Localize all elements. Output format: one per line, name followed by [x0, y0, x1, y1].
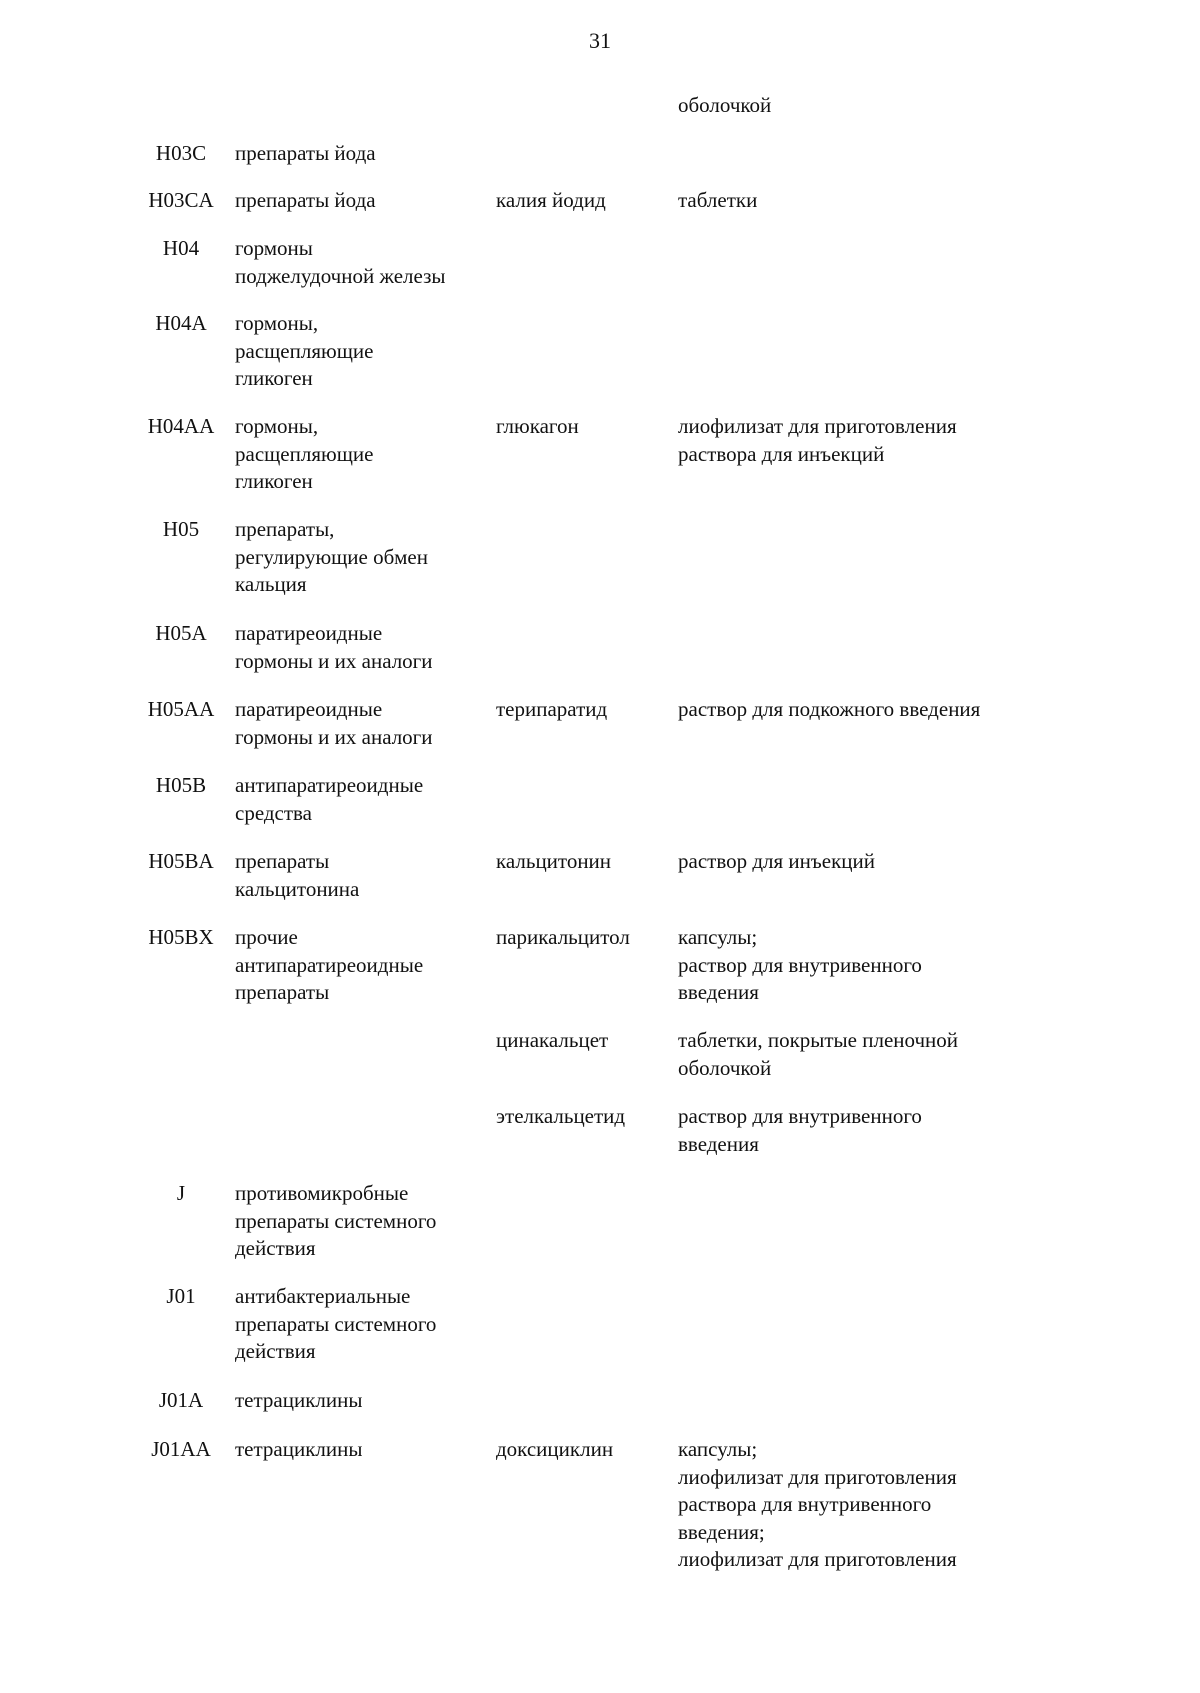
- anatomical-therapeutic-group: препараты, регулирующие обмен кальция: [235, 517, 428, 596]
- anatomical-therapeutic-group: препараты йода: [235, 188, 376, 212]
- anatomical-therapeutic-group: тетрациклины: [235, 1388, 363, 1412]
- atc-code: J: [176, 1181, 186, 1205]
- anatomical-therapeutic-group: паратиреоидные гормоны и их аналоги: [235, 621, 433, 673]
- atc-code: H04AA: [147, 414, 215, 438]
- atc-code: H05B: [155, 773, 207, 797]
- anatomical-therapeutic-group: тетрациклины: [235, 1437, 363, 1461]
- atc-code: J01AA: [151, 1437, 211, 1461]
- page-number: 31: [589, 28, 611, 53]
- atc-code: J01: [166, 1284, 196, 1308]
- anatomical-therapeutic-group: гормоны, расщепляющие гликоген: [235, 414, 374, 493]
- dosage-form: раствор для инъекций: [678, 849, 875, 873]
- drug-name: терипаратид: [496, 697, 608, 721]
- atc-code: H03C: [155, 141, 207, 165]
- drug-name: доксициклин: [496, 1437, 614, 1461]
- anatomical-therapeutic-group: антибактериальные препараты системного действия: [235, 1284, 437, 1363]
- dosage-form: капсулы; лиофилизат для приготовления раствора для внутривенного введения; лиофилизат для приготовления: [678, 1437, 957, 1571]
- anatomical-therapeutic-group: препараты кальцитонина: [235, 849, 360, 901]
- anatomical-therapeutic-group: гормоны поджелудочной железы: [235, 236, 446, 288]
- atc-code: H05BA: [148, 849, 214, 873]
- anatomical-therapeutic-group: паратиреоидные гормоны и их аналоги: [235, 697, 433, 749]
- dosage-form: оболочкой: [678, 93, 772, 117]
- dosage-form: раствор для внутривенного введения: [678, 1104, 922, 1156]
- atc-code: H04: [162, 236, 200, 260]
- drug-name: парикальцитол: [496, 925, 630, 949]
- atc-code: H05: [162, 517, 200, 541]
- anatomical-therapeutic-group: гормоны, расщепляющие гликоген: [235, 311, 374, 390]
- dosage-form: таблетки, покрытые пленочной оболочкой: [678, 1028, 959, 1080]
- anatomical-therapeutic-group: антипаратиреоидные средства: [235, 773, 424, 825]
- dosage-form: лиофилизат для приготовления раствора для инъекций: [678, 414, 957, 466]
- atc-code: H04A: [155, 311, 207, 335]
- atc-code: H05A: [155, 621, 207, 645]
- drug-name: калия йодид: [496, 188, 606, 212]
- drug-name: цинакальцет: [496, 1028, 609, 1052]
- anatomical-therapeutic-group: противомикробные препараты системного действия: [235, 1181, 437, 1260]
- anatomical-therapeutic-group: прочие антипаратиреоидные препараты: [235, 925, 424, 1004]
- dosage-form: таблетки: [678, 188, 758, 212]
- anatomical-therapeutic-group: препараты йода: [235, 141, 376, 165]
- dosage-form: раствор для подкожного введения: [678, 697, 981, 721]
- atc-code: J01A: [158, 1388, 204, 1412]
- drug-name: этелкальцетид: [496, 1104, 626, 1128]
- atc-code: H03CA: [148, 188, 214, 212]
- dosage-form: капсулы; раствор для внутривенного введения: [678, 925, 922, 1004]
- atc-code: H05BX: [148, 925, 214, 949]
- atc-code: H05AA: [147, 697, 215, 721]
- drug-name: глюкагон: [496, 414, 579, 438]
- drug-name: кальцитонин: [496, 849, 612, 873]
